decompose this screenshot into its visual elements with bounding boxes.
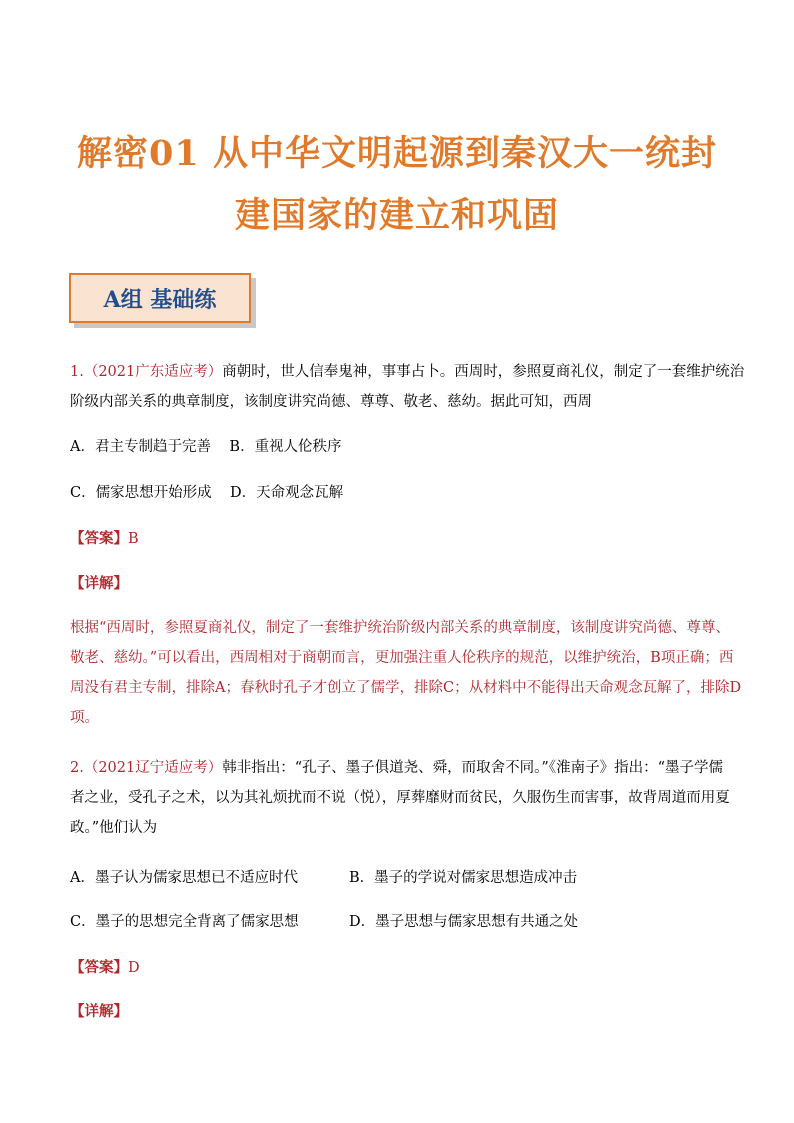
q2-options-row2	[70, 908, 730, 936]
q1-detail-line2: 敬老、慈幼。”可以看出，西周相对于商朝而言，更加强注重人伦秩序的规范，以维护统治，B项正确；西	[70, 650, 734, 666]
q1-detail-line4: 项。	[70, 710, 99, 726]
page-title-line2: 建国家的建立和巩固	[234, 195, 559, 236]
q2-option-a: A．墨子认为儒家思想已不适应时代	[70, 870, 298, 886]
q1-answer-value: B	[128, 531, 139, 547]
q2-stem-line2: 者之业，受孔子之术，以为其礼烦扰而不说（悦），厚葬靡财而贫民，久服伤生而害事，故背周道而用夏	[70, 790, 730, 806]
section-group-label: A组 基础练	[103, 286, 217, 313]
q1-answer-label: 【答案】	[70, 530, 128, 547]
q2-detail-label: 【详解】	[70, 1003, 128, 1020]
q1-detail-line1: 根据“西周时，参照夏商礼仪，制定了一套维护统治阶级内部关系的典章制度，该制度讲究尚德、尊尊、	[70, 620, 730, 636]
q1-source: 1.（2021广东适应考）	[70, 364, 223, 380]
q1-answer	[70, 525, 730, 553]
q2-option-d: D．墨子思想与儒家思想有共通之处	[349, 914, 579, 930]
q1-options-row2: C．儒家思想开始形成 D．天命观念瓦解	[70, 485, 344, 501]
q2-option-b: B．墨子的学说对儒家思想造成冲击	[349, 870, 578, 886]
q2-stem-line3: 政。”他们认为	[70, 820, 158, 836]
q2-stem-line1: 2.（2021辽宁适应考）韩非指出：“孔子、墨子俱道尧、舜，而取舍不同。”《淮南子》指出：“墨子学儒	[70, 760, 723, 776]
q2-answer-label: 【答案】	[70, 959, 128, 976]
q2-answer-value: D	[128, 960, 140, 976]
q2-answer	[70, 954, 730, 982]
q1-stem-line1: 1.（2021广东适应考）商朝时，世人信奉鬼神，事事占卜。西周时，参照夏商礼仪，制定了一套维护统治	[70, 364, 745, 380]
q1-detail-label: 【详解】	[70, 575, 128, 592]
q1-detail-line3: 周没有君主专制，排除A；春秋时孔子才创立了儒学，排除C；从材料中不能得出天命观念瓦解了，排除D	[70, 680, 742, 696]
q2-source: 2.（2021辽宁适应考）	[70, 760, 223, 776]
q1-options-row1: A．君主专制趋于完善 B．重视人伦秩序	[70, 439, 342, 455]
q2-option-c: C．墨子的思想完全背离了儒家思想	[70, 914, 299, 930]
page-title-line1: 解密01 从中华文明起源到秦汉大一统封	[77, 133, 717, 174]
q2-options-row1	[70, 864, 730, 892]
section-group-box	[69, 273, 251, 323]
q1-stem-line2: 阶级内部关系的典章制度，该制度讲究尚德、尊尊、敬老、慈幼。据此可知，西周	[70, 394, 592, 410]
